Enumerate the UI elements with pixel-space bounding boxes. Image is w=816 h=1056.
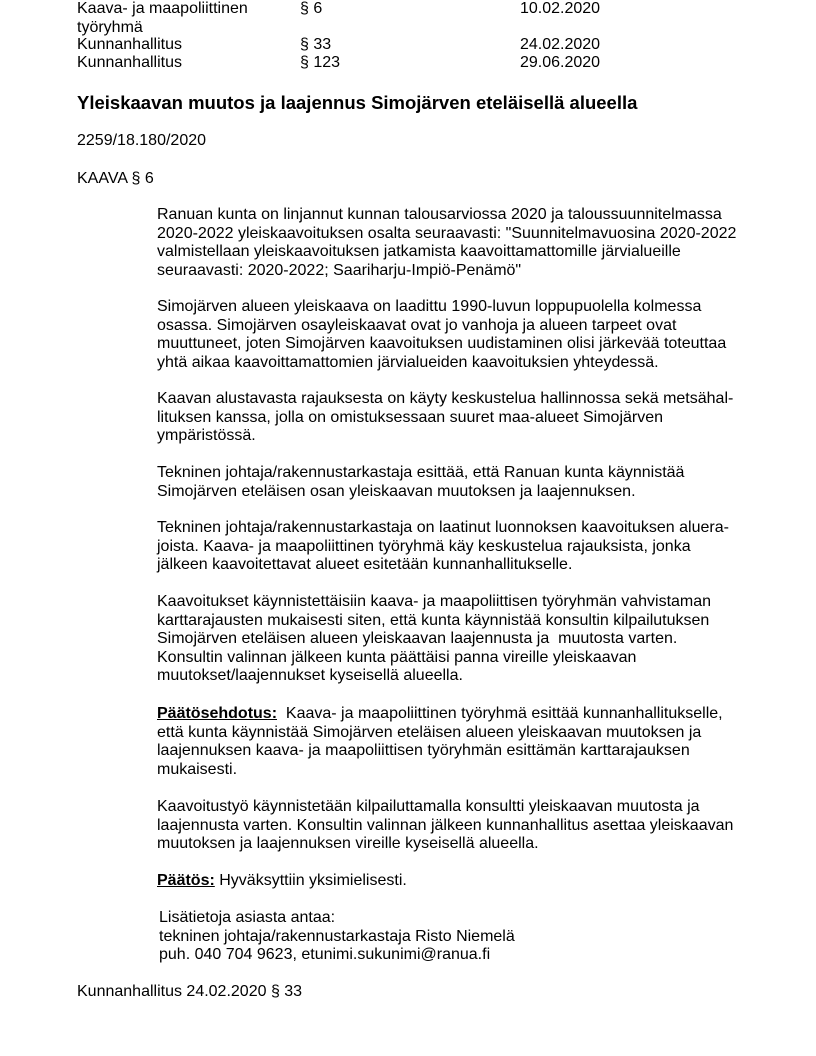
history-body: Kunnanhallitus [77,36,182,53]
paragraph [157,519,757,575]
proposal-line: mukaisesti. [157,760,238,778]
proposal-line: laajennuksen kaava- ja maapoliittisen työryhmän esittämän karttarajauksen [157,742,690,759]
paragraph-line: yhtä aikaa kaavoittamattomien järvialueiden kaavoituksien yhteydessä. [157,353,659,371]
proposal-label: Päätösehdotus: [157,705,278,722]
paragraph-line: Konsultin valinnan jälkeen kunta päättäisi panna vireille yleiskaavan [157,648,637,666]
history-section: § 123 [300,54,341,71]
history-body-line: Kaava- ja maapoliittinen [77,0,248,17]
paragraph-line: Ranuan kunta on linjannut kunnan talousarviossa 2020 ja taloussuunnitelmassa [157,206,722,223]
decision [157,872,757,891]
proposal-line: Kaava- ja maapoliittinen työryhmä esittää kunnanhallitukselle, [277,705,723,722]
decision-proposal [157,705,757,779]
proposal-line: että kunta käynnistää Simojärven eteläisen alueen yleiskaavan muutoksen ja [157,723,702,741]
paragraph-line: Tekninen johtaja/rakennustarkastaja esittää, että Ranuan kunta käynnistää [157,464,685,481]
history-body: Kunnanhallitus [77,54,182,71]
paragraph-line: jälkeen kaavoitettavat alueet esitetään kunnanhallitukselle. [157,556,573,573]
document-title: Yleiskaavan muutos ja laajennus Simojärven eteläisellä alueella [77,92,638,113]
paragraph [157,298,757,372]
paragraph-line: Kaavan alustavasta rajauksesta on käyty keskustelua hallinnossa sekä metsähal- [157,390,734,407]
paragraph-line: Kaavoitustyö käynnistetään kilpailuttamalla konsultti yleiskaavan muutosta ja [157,798,700,815]
history-body-line: työryhmä [77,18,143,36]
paragraph [157,390,757,446]
paragraph [157,206,757,280]
paragraph-line: joista. Kaava- ja maapoliittinen työryhmä käy keskustelua rajauksista, jonka [157,537,691,555]
history-date: 24.02.2020 [520,36,601,53]
history-section: § 6 [300,0,323,17]
footer-reference: Kunnanhallitus 24.02.2020 § 33 [77,983,303,1000]
diary-number: 2259/18.180/2020 [77,132,207,149]
history-body [77,0,248,37]
paragraph-line: Tekninen johtaja/rakennustarkastaja on laatinut luonnoksen kaavoituksen aluera- [157,519,729,536]
history-section: § 33 [300,36,332,53]
paragraph-line: Kaavoitukset käynnistettäisiin kaava- ja maapoliittisen työryhmän vahvistaman [157,593,712,610]
paragraph-line: seuraavasti: 2020-2022; Saariharju-Impiö-Penämö" [157,261,522,279]
history-date: 29.06.2020 [520,54,601,71]
paragraph-line: muutoksen ja laajennuksen vireille kyseisellä alueella. [157,835,539,852]
paragraph-line: karttarajausten mukaisesti siten, että kunta käynnistää konsultin kilpailutuksen [157,611,710,629]
paragraph [157,593,757,686]
section-reference: KAAVA § 6 [77,170,154,187]
paragraph-line: osassa. Simojärven osayleiskaavat ovat jo vanhoja ja alueen tarpeet ovat [157,316,677,334]
paragraph-line: Simojärven eteläisen alueen yleiskaavan laajennusta ja muutosta varten. [157,630,678,647]
history-date: 10.02.2020 [520,0,601,17]
paragraph-line: laajennusta varten. Konsultin valinnan jälkeen kunnanhallitus asettaa yleiskaavan [157,816,734,834]
paragraph-line: muuttuneet, joten Simojärven kaavoituksen uudistaminen olisi järkevää toteuttaa [157,335,727,352]
contact-info [159,909,759,965]
contact-line: Lisätietoja asiasta antaa: [159,909,336,926]
paragraph [157,464,757,501]
paragraph-line: Simojärven eteläisen osan yleiskaavan muutoksen ja laajennuksen. [157,482,636,500]
decision-text: Hyväksyttiin yksimielisesti. [214,872,407,889]
paragraph-line: muutokset/laajennukset kyseisellä alueella. [157,667,463,684]
paragraph-line: ympäristössä. [157,427,256,444]
paragraph-line: valmistellaan yleiskaavoituksen jatkamista kaavoittamattomille järvialueille [157,243,681,260]
paragraph-line: Simojärven alueen yleiskaava on laadittu 1990-luvun loppupuolella kolmessa [157,298,702,315]
decision-label: Päätös: [157,872,215,889]
contact-line: tekninen johtaja/rakennustarkastaja Risto Niemelä [159,927,515,945]
paragraph-line: lituksen kanssa, jolla on omistuksessaan suuret maa-alueet Simojärven [157,408,664,426]
contact-line: puh. 040 704 9623, etunimi.sukunimi@ranua.fi [159,946,491,963]
paragraph [157,798,757,854]
paragraph-line: 2020-2022 yleiskaavoituksen osalta seuraavasti: "Suunnitelmavuosina 2020-2022 [157,224,737,242]
